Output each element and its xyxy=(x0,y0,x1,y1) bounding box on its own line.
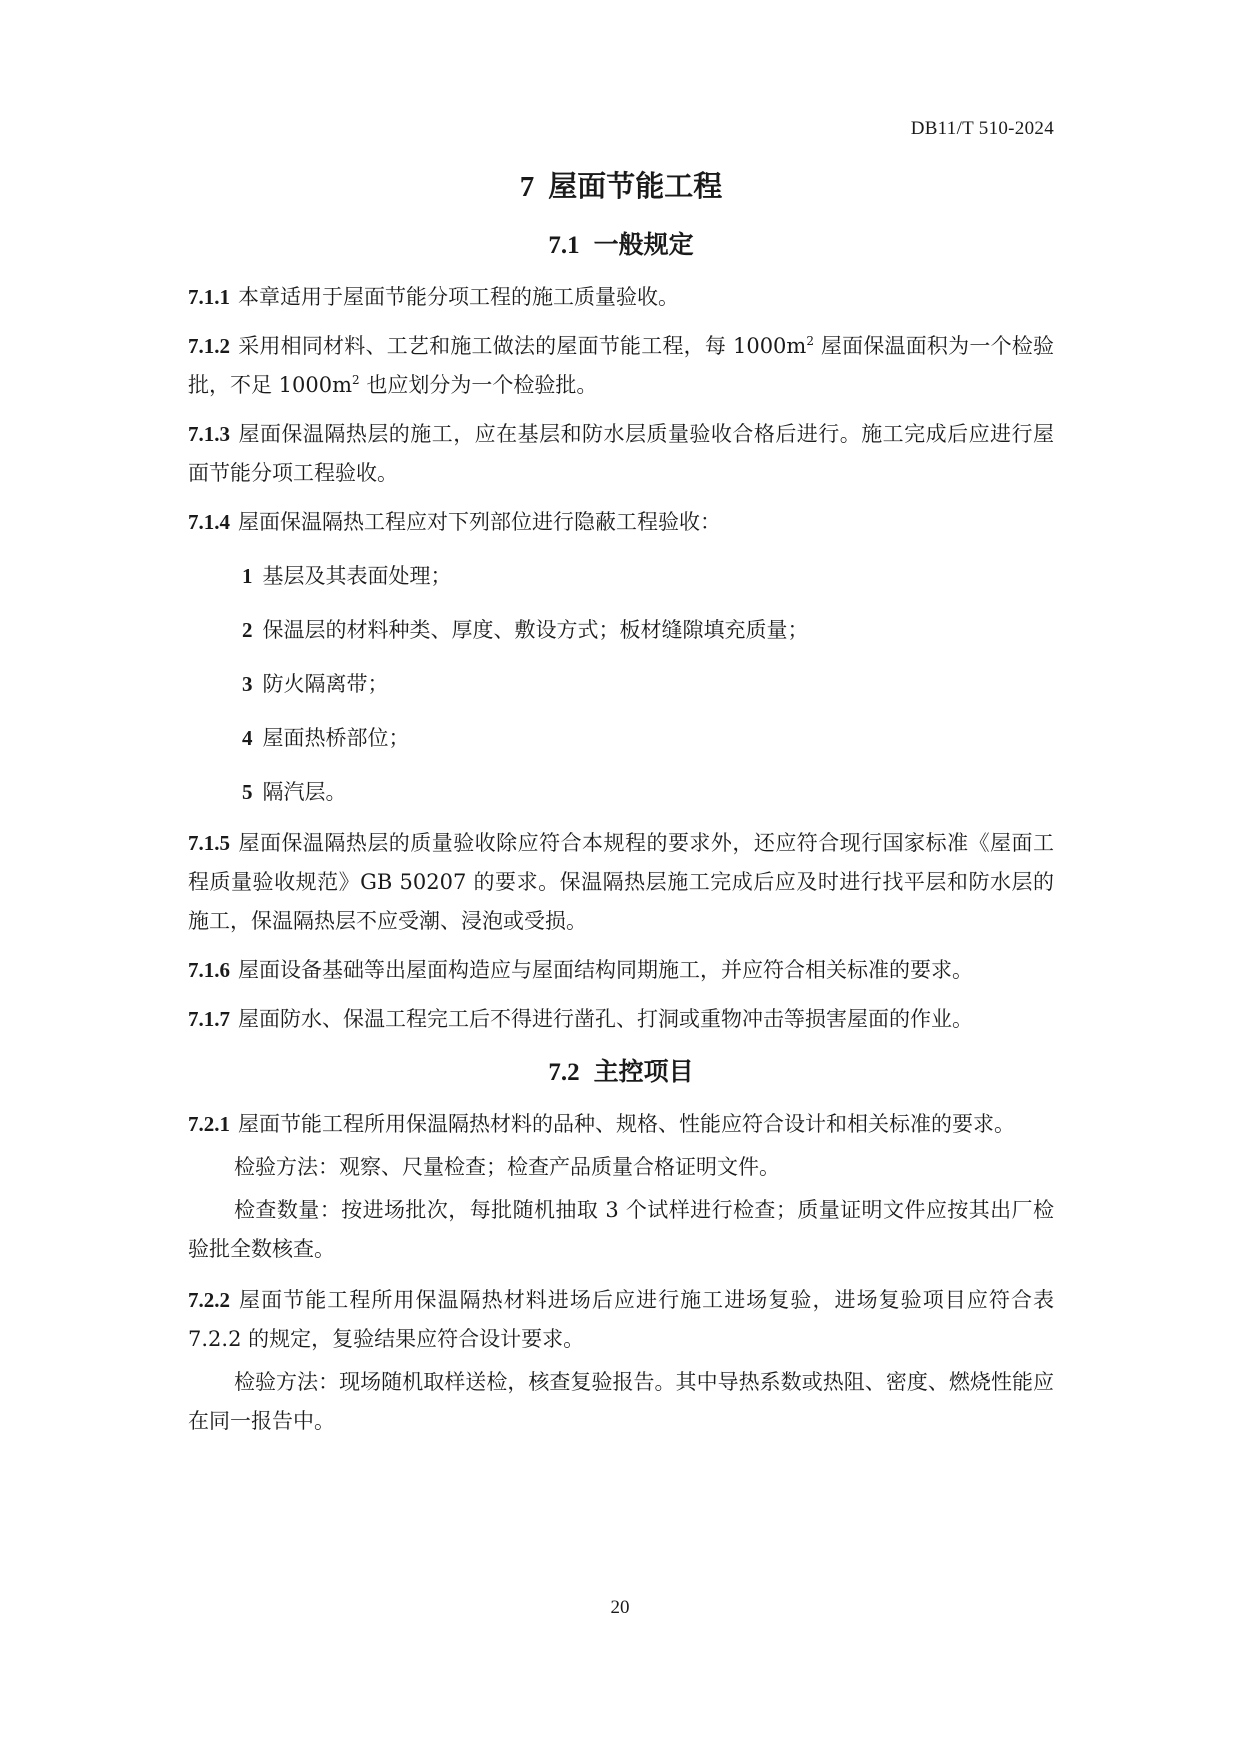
clause-7-2-2 xyxy=(188,1281,1054,1359)
clause-7-1-1 xyxy=(188,278,1054,317)
section-title-7-2 xyxy=(188,1049,1054,1095)
section-number: 7.2 xyxy=(548,1059,580,1086)
chapter-title xyxy=(188,162,1054,210)
clause-text: 屋面节能工程所用保温隔热材料进场后应进行施工进场复验，进场复验项目应符合表 7.2.2 的规定，复验结果应符合设计要求。 xyxy=(188,1288,1054,1351)
clause-7-1-4 xyxy=(188,503,1054,542)
clause-text: 屋面节能工程所用保温隔热材料的品种、规格、性能应符合设计和相关标准的要求。 xyxy=(238,1112,1015,1136)
list-item-number: 5 xyxy=(242,780,253,804)
section-title-text: 主控项目 xyxy=(593,1057,694,1086)
superscript: 2 xyxy=(352,373,360,387)
section-title-text: 一般规定 xyxy=(593,230,694,259)
clause-number: 7.1.4 xyxy=(188,510,230,534)
list-item xyxy=(242,719,1054,758)
list-item-number: 1 xyxy=(242,564,253,588)
clause-7-2-1 xyxy=(188,1105,1054,1144)
clause-text: 屋面设备基础等出屋面构造应与屋面结构同期施工，并应符合相关标准的要求。 xyxy=(238,958,973,982)
clause-text: 屋面保温隔热层的施工，应在基层和防水层质量验收合格后进行。施工完成后应进行屋面节能分项工程验收。 xyxy=(188,422,1054,485)
clause-text: 屋面保温隔热层的质量验收除应符合本规程的要求外，还应符合现行国家标准《屋面工程质量验收规范》GB 50207 的要求。保温隔热层施工完成后应及时进行找平层和防水层的施工，保温隔热层不应受潮、浸泡或受损。 xyxy=(188,831,1054,933)
list-item-text: 隔汽层。 xyxy=(262,780,347,804)
list-item xyxy=(242,557,1054,596)
document-code: DB11/T 510-2024 xyxy=(910,118,1054,139)
clause-7-1-7 xyxy=(188,1000,1054,1039)
clause-number: 7.1.2 xyxy=(188,334,230,358)
clause-text: 本章适用于屋面节能分项工程的施工质量验收。 xyxy=(238,285,679,309)
clause-text: 屋面保温隔热工程应对下列部位进行隐蔽工程验收： xyxy=(238,510,721,534)
list-item-text: 基层及其表面处理； xyxy=(262,564,452,588)
list-item-number: 4 xyxy=(242,726,253,750)
clause-number: 7.2.1 xyxy=(188,1112,230,1136)
list-item-number: 2 xyxy=(242,618,253,642)
clause-number: 7.2.2 xyxy=(188,1288,230,1312)
inspection-method: 检验方法：现场随机取样送检，核查复验报告。其中导热系数或热阻、密度、燃烧性能应在同一报告中。 xyxy=(188,1370,1054,1433)
clause-number: 7.1.7 xyxy=(188,1007,230,1031)
page-number: 20 xyxy=(610,1597,630,1618)
clause-text-part: 屋面保温面积为一个检验批，不足 1000m xyxy=(188,334,1054,397)
clause-number: 7.1.6 xyxy=(188,958,230,982)
clause-number: 7.1.1 xyxy=(188,285,230,309)
clause-7-1-5 xyxy=(188,824,1054,941)
clause-7-1-2 xyxy=(188,327,1054,405)
inspection-quantity: 检查数量：按进场批次，每批随机抽取 3 个试样进行检查；质量证明文件应按其出厂检验批全数核查。 xyxy=(188,1198,1054,1261)
list-item xyxy=(242,665,1054,704)
clause-7-1-3 xyxy=(188,415,1054,493)
list-item-text: 防火隔离带； xyxy=(262,672,389,696)
chapter-number: 7 xyxy=(519,171,535,203)
list-item-text: 屋面热桥部位； xyxy=(262,726,410,750)
list-item-number: 3 xyxy=(242,672,253,696)
clause-number: 7.1.5 xyxy=(188,831,230,855)
chapter-title-text: 屋面节能工程 xyxy=(548,169,723,203)
page-content xyxy=(188,162,1054,1445)
clause-text-part: 也应划分为一个检验批。 xyxy=(359,373,598,397)
superscript: 2 xyxy=(806,334,814,348)
clause-7-1-6 xyxy=(188,951,1054,990)
section-title-7-1 xyxy=(188,222,1054,268)
section-number: 7.1 xyxy=(548,232,580,259)
clause-number: 7.1.3 xyxy=(188,422,230,446)
list-item-text: 保温层的材料种类、厚度、敷设方式；板材缝隙填充质量； xyxy=(262,618,809,642)
list-item xyxy=(242,611,1054,650)
inspection-method: 检验方法：观察、尺量检查；检查产品质量合格证明文件。 xyxy=(234,1155,780,1179)
list-item xyxy=(242,773,1054,812)
clause-text-part: 采用相同材料、工艺和施工做法的屋面节能工程，每 1000m xyxy=(238,334,807,358)
clause-text: 屋面防水、保温工程完工后不得进行凿孔、打洞或重物冲击等损害屋面的作业。 xyxy=(238,1007,973,1031)
